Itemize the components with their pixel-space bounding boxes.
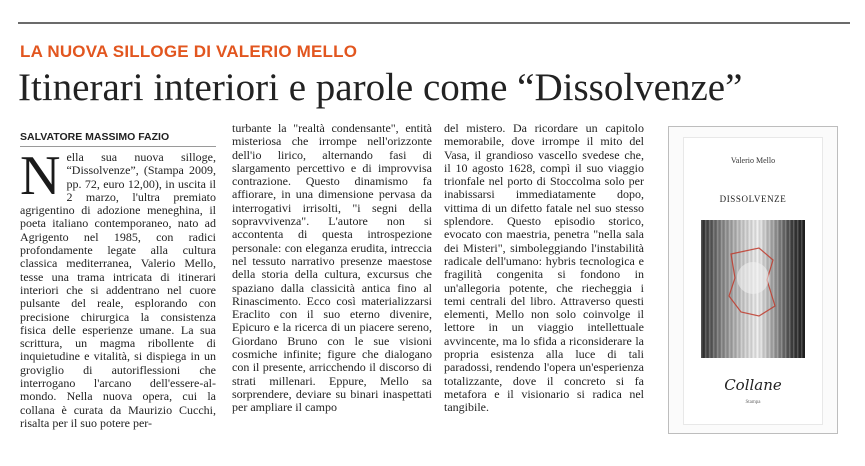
column-text: ella sua nuova silloge, “Dissolvenze”, (Stampa 2009, pp. 72, euro 12,00), in uscita il 2 marzo, l'ultra premiato agrigentino di adozione meneghina, il poeta italiano contemporaneo, nato ad Agrigento nel 1985, con radici profondamente legate alla cultura classica mediterranea, Valerio Mello, tesse una trama intricata di itinerari interiori che si addentrano nel cuore pulsante del reale, esplorando con precisione chirurgica la consistenza fisica delle esperienze umane. La sua scrittura, un magma ribollente di inquietudine e vitalità, si dispiega in un groviglio di autoriflessioni che interrogano l'arcano dell'essere-al- mondo. Nella nuova opera, cui la collana è curata da Maurizio Cucchi, risalta per il suo potere per- [20, 150, 216, 430]
publisher-logo: Collane [724, 376, 782, 394]
kicker: LA NUOVA SILLOGE DI VALERIO MELLO [20, 42, 358, 61]
publisher-logo-sub: Stampa [745, 400, 761, 405]
headline: Itinerari interiori e parole come “Dissolvenze” [18, 66, 743, 109]
drop-cap: N [20, 145, 61, 207]
cover-artwork [701, 220, 805, 358]
article-column-3 [444, 122, 644, 415]
article-column-2 [232, 122, 432, 415]
byline: SALVATORE MASSIMO FAZIO [20, 131, 216, 147]
article-column-1 [20, 145, 216, 430]
column-text: del mistero. Da ricordare un capitolo memorabile, dove irrompe il mito del Vasa, il grandioso vascello svedese che, il 10 agosto 1628, compì il suo viaggio trionfale nel porto di Stoccolma solo per inabissarsi immediatamente dopo, vittima di un difetto fatale nel suo stesso splendore. Questo episodio storico, evocato con maestria, penetra "nella sala dei Misteri", simboleggiando l'instabilità radicale dell'umano: hybris tecnologica e fragilità congenita si fondono in un'allegoria potente, che riecheggia i temi centrali del libro. Attraverso questi elementi, Mello non solo coinvolge il lettore in un viaggio intellettuale avvincente, ma lo sfida a riconsiderare la propria esistenza alla luce di tali paradossi, rendendo l'opera un'esperienza totalizzante, dove il concreto si fa metafora e il visionario si radica nel tangibile. [444, 121, 644, 415]
book-cover [684, 138, 822, 424]
top-rule [18, 22, 850, 24]
cover-author: Valerio Mello [730, 156, 776, 165]
column-text: turbante la "realtà condensante", entità misteriosa che irrompe nell'orizzonte dell'io lirico, alternando fasi di slargamento percettivo e di improvvisa contrazione. Questo dinamismo fa affiorare, in una dimensione pervasa da interrogativi irrisolti, "i segni della sopravvivenza". L'autore non si accontenta di questa introspezione personale: con eleganza erudita, intreccia nel tessuto narrativo presenze maestose della storia della cultura, excursus che spaziano dalla classicità antica fino al Rinascimento. Ecco così materializzarsi Eraclito con il suo eterno divenire, Epicuro e la ricerca di un piacere sereno, Giordano Bruno con le sue visioni cosmiche infinite; figure che dialogano con il presente, arricchendo il discorso di strati millenari. Eppure, Mello sa sorprendere, deviare su binari inaspettati per ampliare il campo [232, 121, 432, 415]
cover-figure-icon [701, 220, 805, 358]
cover-title: DISSOLVENZE [719, 194, 787, 204]
